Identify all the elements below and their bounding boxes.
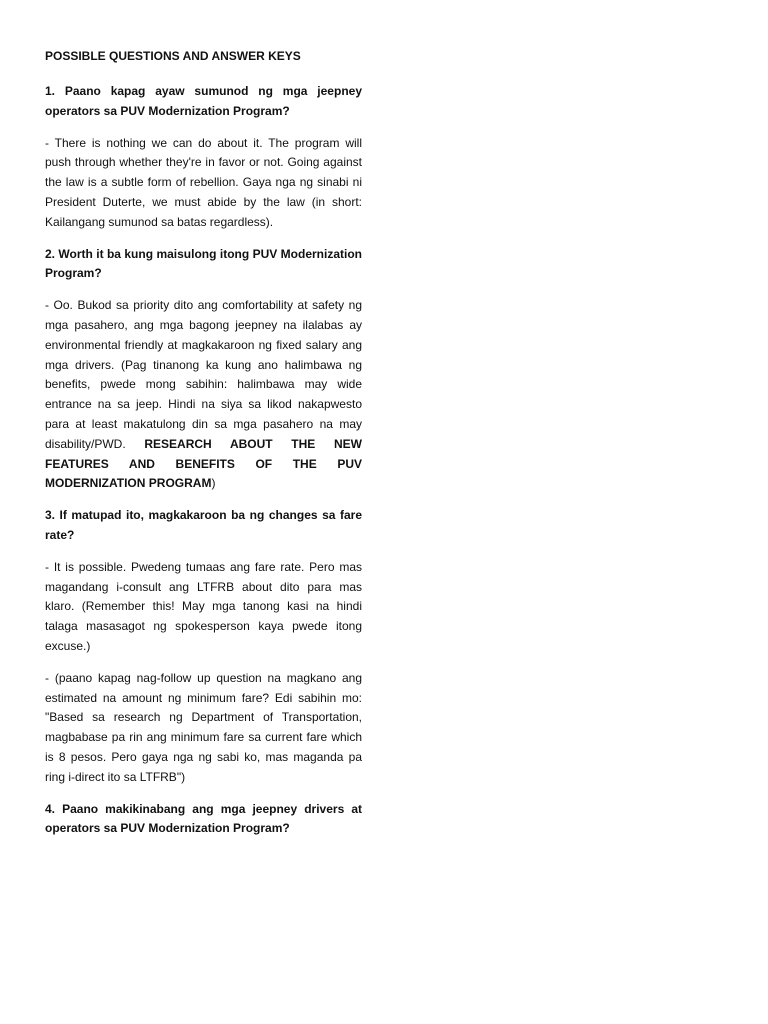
answer-2 xyxy=(45,296,362,494)
answer-2-tail: ) xyxy=(211,476,216,491)
answer-1: - There is nothing we can do about it. The program will push through whether they're in favor or not. Going against the law is a subtle form of rebellion. Gaya nga ng sinabi ni President Duterte, we must abide by the law (in short: Kailangang sumunod sa batas regardless). xyxy=(45,135,362,229)
question-1: 1. Paano kapag ayaw sumunod ng mga jeepney operators sa PUV Modernization Program? xyxy=(45,84,362,118)
answer-2-bold-note: RESEARCH ABOUT THE NEW FEATURES AND BENEFITS OF THE PUV MODERNIZATION PROGRAM xyxy=(45,436,362,491)
question-2: 2. Worth it ba kung maisulong itong PUV Modernization Program? xyxy=(45,246,362,281)
document-page xyxy=(45,46,362,851)
answer-3: - It is possible. Pwedeng tumaas ang fare rate. Pero mas magandang i-consult ang LTFRB about dito para mas klaro. (Remember this! May mga tanong kasi na hindi talaga masasagot ng spokesperson kaya pwede itong excuse.) xyxy=(45,559,362,653)
question-4: 4. Paano makikinabang ang mga jeepney drivers at operators sa PUV Modernization Program? xyxy=(45,801,362,836)
document-heading: POSSIBLE QUESTIONS AND ANSWER KEYS xyxy=(45,49,301,63)
answer-3-followup: - (paano kapag nag-follow up question na magkano ang estimated na amount ng minimum fare? Edi sabihin mo: "Based sa research ng Department of Transportation, magbabase pa rin ang minimum fare sa current fare which is 8 pesos. Pero gaya nga ng sabi ko, mas maganda pa ring i-direct ito sa LTFRB") xyxy=(45,670,362,784)
question-3: 3. If matupad ito, magkakaroon ba ng changes sa fare rate? xyxy=(45,508,362,542)
answer-2-text: - Oo. Bukod sa priority dito ang comfortability at safety ng mga pasahero, ang mga bagong jeepney na ilalabas ay environmental friendly at magkakaroon ng fixed salary ang mga drivers. (Pag tinanong ka kung ano halimbawa ng benefits, pwede mong sabihin: halimbawa may wide entrance na sa jeep. Hindi na siya sa likod nakapwesto para at least makatulong din sa mga pasahero na may disability/PWD. xyxy=(45,298,362,451)
